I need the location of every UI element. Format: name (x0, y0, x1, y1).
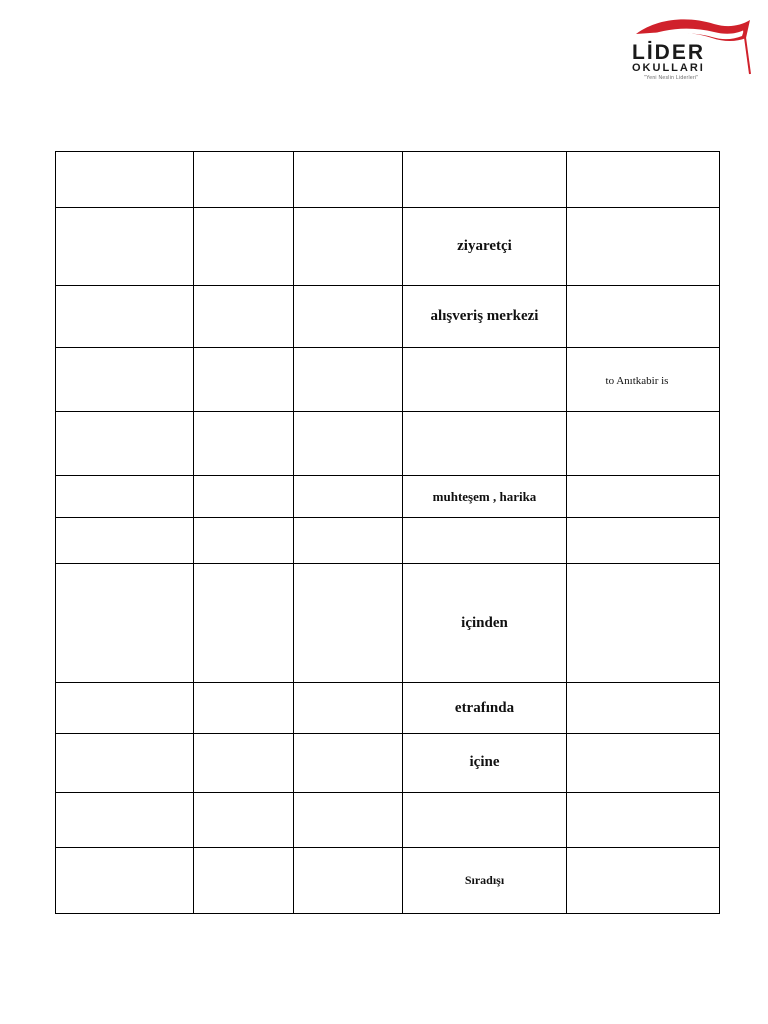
table-cell (403, 348, 567, 412)
table-row (56, 286, 720, 348)
table-cell (194, 476, 294, 518)
table-row (56, 348, 720, 412)
table-cell (567, 152, 720, 208)
table-cell (56, 793, 194, 848)
table-cell (56, 208, 194, 286)
table-cell (194, 208, 294, 286)
logo-subtitle: OKULLARI (632, 62, 705, 74)
table-cell (567, 518, 720, 564)
table-row (56, 683, 720, 734)
table-cell (403, 412, 567, 476)
table-cell (567, 208, 720, 286)
table-cell (194, 348, 294, 412)
translation-cell: muhteşem , harika (403, 476, 567, 518)
table-row (56, 848, 720, 914)
translation-cell: Sıradışı (403, 848, 567, 914)
table-cell (567, 412, 720, 476)
table-cell (567, 683, 720, 734)
table-cell (194, 518, 294, 564)
table-cell (56, 518, 194, 564)
table-cell (567, 848, 720, 914)
table-cell (194, 848, 294, 914)
table-cell (56, 348, 194, 412)
table-cell (194, 793, 294, 848)
table-cell (294, 564, 403, 683)
table-row (56, 412, 720, 476)
vocabulary-table (55, 151, 720, 914)
table-cell (194, 683, 294, 734)
table-cell (567, 564, 720, 683)
table-cell (567, 476, 720, 518)
table-row (56, 734, 720, 793)
table-cell (56, 152, 194, 208)
note-text: to Anıtkabir is (605, 375, 669, 387)
translation-cell: içine (403, 734, 567, 793)
table-cell (294, 518, 403, 564)
table-cell (403, 152, 567, 208)
table-cell (294, 683, 403, 734)
table-cell (403, 518, 567, 564)
table-cell (567, 793, 720, 848)
table-cell (294, 152, 403, 208)
table-cell (194, 286, 294, 348)
translation-cell: etrafında (403, 683, 567, 734)
table-cell (194, 564, 294, 683)
table-cell (56, 734, 194, 793)
translation-cell: ziyaretçi (403, 208, 567, 286)
table-cell (56, 683, 194, 734)
table-cell (294, 348, 403, 412)
table-cell (56, 848, 194, 914)
table-row (56, 208, 720, 286)
table-cell (567, 734, 720, 793)
table-cell (294, 412, 403, 476)
table-row (56, 518, 720, 564)
table-cell (294, 208, 403, 286)
translation-cell: alışveriş merkezi (403, 286, 567, 348)
logo-name: LİDER (632, 41, 705, 64)
table-cell (294, 286, 403, 348)
note-cell (567, 348, 720, 412)
table-cell (56, 412, 194, 476)
table-cell (294, 476, 403, 518)
table-cell (294, 848, 403, 914)
table-cell (194, 412, 294, 476)
table-cell (194, 152, 294, 208)
table-cell (56, 564, 194, 683)
table-row (56, 476, 720, 518)
table-cell (56, 286, 194, 348)
table-row (56, 793, 720, 848)
logo-tagline: "Yeni Neslin Liderleri" (644, 75, 699, 81)
table-cell (56, 476, 194, 518)
table-row (56, 152, 720, 208)
table-cell (294, 793, 403, 848)
table-cell (294, 734, 403, 793)
table-cell (567, 286, 720, 348)
table-cell (194, 734, 294, 793)
school-logo (618, 12, 758, 92)
table-row (56, 564, 720, 683)
table-cell (403, 793, 567, 848)
translation-cell: içinden (403, 564, 567, 683)
